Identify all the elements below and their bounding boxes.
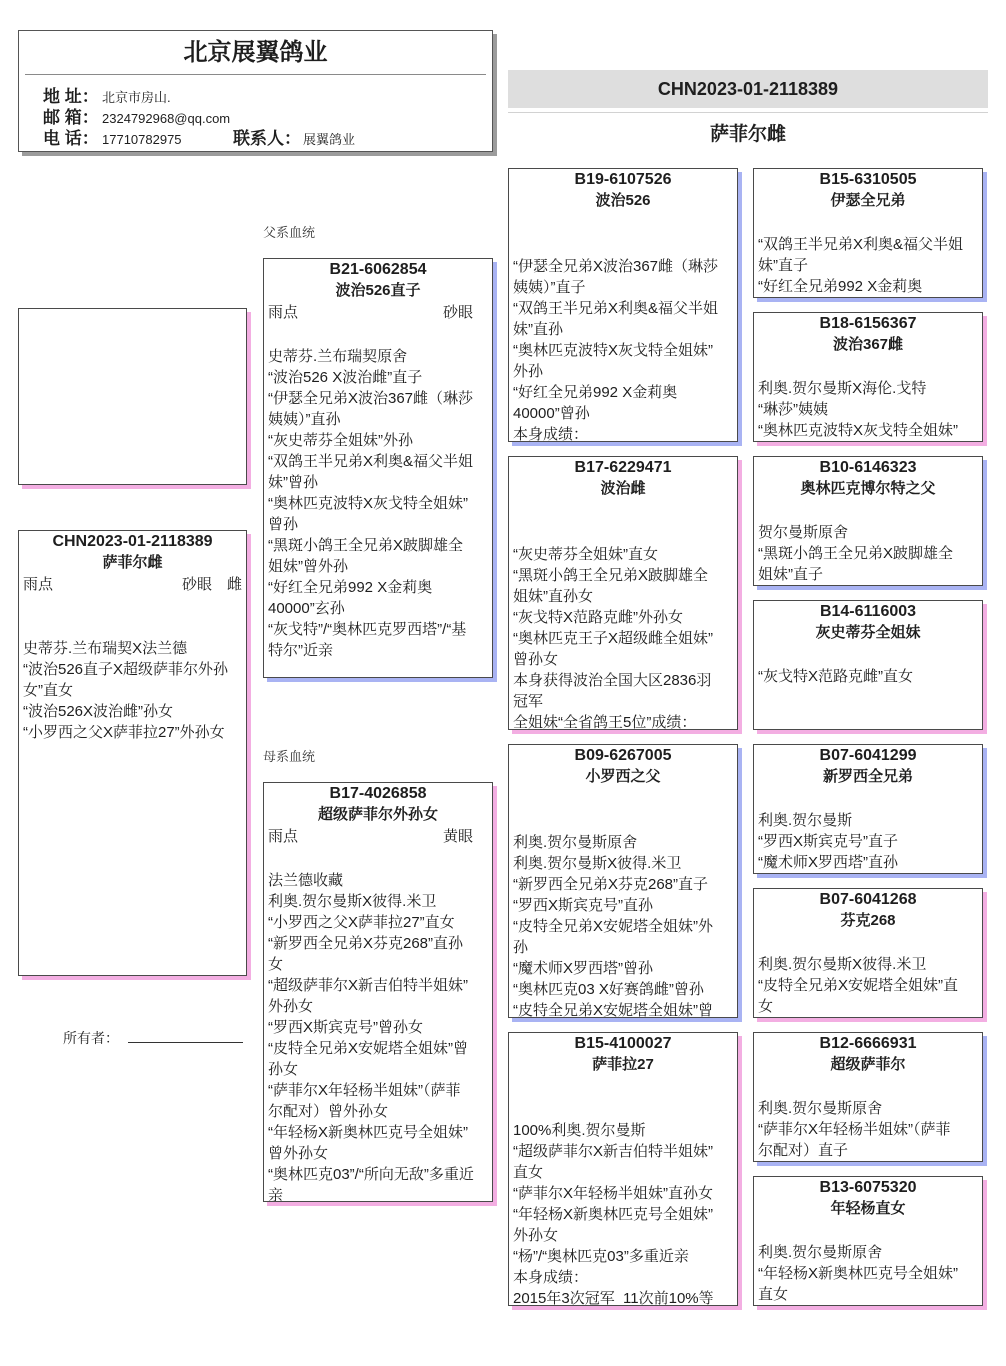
pedigree-line: “黑斑小鸽王全兄弟X跛脚雄全 xyxy=(758,545,954,562)
pedigree-line: 本身获得波治全国大区2836羽 xyxy=(513,672,712,689)
ring-number: B21-6062854 xyxy=(329,261,427,278)
maternal-section-label: 母系血统 xyxy=(263,749,316,764)
eye-type: 黄眼 xyxy=(442,828,473,845)
ring-number: B12-6666931 xyxy=(819,1035,917,1052)
pedigree-notes xyxy=(754,1098,982,1161)
pedigree-line: “新罗西全兄弟X芬克268”直子 xyxy=(513,876,709,893)
pedigree-line: 全姐妹“全省鸽王5位”成绩： xyxy=(513,714,697,730)
pedigree-notes xyxy=(754,522,982,585)
pedigree-line: “奥林匹克王子X超级雌全姐妹” xyxy=(513,630,713,647)
contact-label: 联系人： xyxy=(233,129,301,148)
card-paternal-grandsire-sire xyxy=(753,168,983,298)
pedigree-line: 女 xyxy=(758,998,774,1015)
owner-label: 所有者： xyxy=(63,1030,119,1046)
attributes-row xyxy=(264,826,492,848)
pedigree-line: “魔术师X罗西塔”曾孙 xyxy=(513,960,653,977)
pedigree-line: 妹”直子 xyxy=(758,257,808,274)
pigeon-name: 小罗西之父 xyxy=(585,768,661,785)
card-dam xyxy=(263,782,493,1202)
pedigree-line: “罗西X斯宾克号”直孙 xyxy=(513,897,653,914)
attributes-spacer xyxy=(298,302,443,324)
pedigree-line: 利奥.贺尔曼斯X海伦.戈特 xyxy=(758,380,927,397)
pigeon-name: 芬克268 xyxy=(840,912,896,929)
email-row xyxy=(43,107,230,129)
attributes-row xyxy=(19,574,246,596)
ring-number: B18-6156367 xyxy=(819,315,917,332)
pigeon-name: 波治367雌 xyxy=(832,336,904,353)
feather-color: 雨点 xyxy=(268,828,299,845)
ring-number: B14-6116003 xyxy=(819,603,917,620)
phone-value: 17710782975 xyxy=(102,132,182,147)
pedigree-notes xyxy=(509,832,737,1018)
pedigree-line: 姨姨）”直子 xyxy=(513,279,586,296)
ring-number: B19-6107526 xyxy=(574,171,672,188)
pigeon-name: 超级萨菲尔外孙女 xyxy=(317,806,438,823)
pedigree-line: “灰史蒂芬全姐妹”直女 xyxy=(513,546,658,563)
pedigree-line: “皮特全兄弟X安妮塔全姐妹”曾 xyxy=(268,1040,468,1057)
breeder-name: 北京展翼鸽业 xyxy=(183,39,328,66)
pedigree-line: 利奥.贺尔曼斯X彼得.米卫 xyxy=(513,855,682,872)
pedigree-line: 本身成绩： xyxy=(513,426,589,442)
pigeon-photo-placeholder xyxy=(18,308,247,485)
ring-number: B07-6041268 xyxy=(819,891,917,908)
pedigree-line: “奥林匹克03”/“所向无敌”多重近 xyxy=(268,1166,474,1183)
pedigree-line: “灰史蒂芬全姐妹”外孙 xyxy=(268,432,413,449)
pedigree-line: “萨菲尔X年轻杨半姐妹”直孙女 xyxy=(513,1185,713,1202)
pedigree-notes xyxy=(509,544,737,730)
pedigree-notes xyxy=(509,256,737,442)
email-label: 邮 箱： xyxy=(43,108,99,127)
card-paternal-granddam xyxy=(508,456,738,730)
pedigree-line: 曾孙 xyxy=(268,516,299,533)
pedigree-line: 利奥.贺尔曼斯原舍 xyxy=(758,1100,883,1117)
contact-value: 展翼鸽业 xyxy=(303,132,356,147)
card-maternal-grandsire-dam xyxy=(753,888,983,1018)
email-value: 2324792968@qq.com xyxy=(102,111,231,126)
pedigree-line: 外孙女 xyxy=(513,1227,559,1244)
pedigree-line: 利奥.贺尔曼斯 xyxy=(758,812,853,829)
pigeon-name: 新罗西全兄弟 xyxy=(822,768,913,785)
pedigree-line: 利奥.贺尔曼斯原舍 xyxy=(758,1244,883,1261)
pedigree-line: 女”直女 xyxy=(23,682,73,699)
pigeon-name: 超级萨菲尔 xyxy=(830,1056,906,1073)
pedigree-line: “魔术师X罗西塔”直孙 xyxy=(758,854,898,871)
card-maternal-granddam-sire xyxy=(753,1032,983,1162)
pedigree-line: 亲 xyxy=(268,1187,284,1202)
pedigree-line: 40000”曾孙 xyxy=(513,405,590,422)
pedigree-notes xyxy=(264,346,492,661)
pedigree-line: “双鸽王半兄弟X利奥&福父半姐 xyxy=(758,236,964,253)
eye-type: 砂眼 xyxy=(442,304,473,321)
ring-number: B17-6229471 xyxy=(574,459,672,476)
attributes-row xyxy=(264,302,492,324)
phone-label: 电 话： xyxy=(43,129,99,148)
pedigree-line: 外孙女 xyxy=(268,998,314,1015)
pedigree-line: “新罗西全兄弟X芬克268”直孙 xyxy=(268,935,464,952)
paternal-section-label: 父系血统 xyxy=(263,225,316,240)
card-sire xyxy=(263,258,493,678)
pedigree-line: “罗西X斯宾克号”直子 xyxy=(758,833,898,850)
sex: 雌 xyxy=(226,576,242,593)
pedigree-line: “双鸽王半兄弟X利奥&福父半姐 xyxy=(268,453,474,470)
header-divider xyxy=(25,74,486,75)
pedigree-notes xyxy=(509,1120,737,1306)
pedigree-notes xyxy=(754,666,982,687)
pedigree-line: 曾外孙女 xyxy=(268,1145,329,1162)
feather-color: 雨点 xyxy=(23,576,54,593)
ring-number: B07-6041299 xyxy=(819,747,917,764)
address-value: 北京市房山. xyxy=(102,90,171,105)
pedigree-line: “年轻杨X新奥林匹克号全姐妹” xyxy=(758,1265,958,1282)
pedigree-line: 姐妹”曾外孙 xyxy=(268,558,348,575)
pedigree-line: 2015年3次冠军 11次前10%等 xyxy=(513,1290,714,1306)
pedigree-line: “波治526直子X超级萨菲尔外孙 xyxy=(23,661,229,678)
ring-number: B15-6310505 xyxy=(819,171,917,188)
pedigree-line: “小罗西之父X萨菲拉27”直女 xyxy=(268,914,455,931)
pigeon-name: 波治雌 xyxy=(600,480,646,497)
pedigree-line: “奥林匹克波特X灰戈特全姐妹” xyxy=(513,342,713,359)
pedigree-line: 40000”玄孙 xyxy=(268,600,345,617)
pigeon-name: 伊瑟全兄弟 xyxy=(830,192,906,209)
pedigree-line: “伊瑟全兄弟X波治367雌（琳莎 xyxy=(268,390,474,407)
pigeon-name: 萨菲拉27 xyxy=(592,1056,654,1073)
pedigree-line: “好红全兄弟992 X金莉奥 xyxy=(268,579,433,596)
pedigree-line: “皮特全兄弟X安妮塔全姐妹”直 xyxy=(758,977,958,994)
pedigree-line: “灰戈特X范路克雌”外孙女 xyxy=(513,609,683,626)
pedigree-line: 冠军 xyxy=(513,693,544,710)
pedigree-line: “萨菲尔X年轻杨半姐妹”（萨菲 xyxy=(268,1082,461,1099)
eye-type: 砂眼 xyxy=(181,576,212,593)
pigeon-name: 萨菲尔雌 xyxy=(102,554,163,571)
banner-pigeon-name: 萨菲尔雌 xyxy=(709,124,786,145)
pedigree-line: “小罗西之父X萨菲拉27”外孙女 xyxy=(23,724,225,741)
pedigree-line: “双鸽王半兄弟X利奥&福父半姐 xyxy=(513,300,719,317)
pedigree-notes xyxy=(754,234,982,297)
pedigree-line: “好红全兄弟992 X金莉奥 xyxy=(513,384,678,401)
pigeon-name: 波治526 xyxy=(595,192,651,209)
pedigree-line: 利奥.贺尔曼斯X彼得.米卫 xyxy=(268,893,437,910)
pedigree-line: 直女 xyxy=(758,1286,789,1303)
pedigree-line: 姐妹”直孙女 xyxy=(513,588,593,605)
card-paternal-granddam-dam xyxy=(753,600,983,730)
pigeon-name: 波治526直子 xyxy=(335,282,421,299)
pedigree-notes xyxy=(754,954,982,1017)
attributes-spacer xyxy=(298,826,443,848)
ring-number: B15-4100027 xyxy=(574,1035,672,1052)
pedigree-line: 孙 xyxy=(513,939,529,956)
pedigree-line: 史蒂芬.兰布瑞契原舍 xyxy=(268,348,408,365)
pedigree-notes xyxy=(754,378,982,441)
ring-number: B13-6075320 xyxy=(819,1179,917,1196)
card-paternal-granddam-sire xyxy=(753,456,983,586)
pedigree-line: 史蒂芬.兰布瑞契X法兰德 xyxy=(23,640,188,657)
pigeon-name: 灰史蒂芬全姐妹 xyxy=(815,624,921,641)
ring-banner: CHN2023-01-2118389 xyxy=(508,70,988,108)
ring-number: CHN2023-01-2118389 xyxy=(52,533,213,550)
pedigree-line: “黑斑小鸽王全兄弟X跛脚雄全 xyxy=(513,567,709,584)
pedigree-line: 特尔”近亲 xyxy=(268,642,333,659)
pedigree-line: “杨”/“奥林匹克03”多重近亲 xyxy=(513,1248,689,1265)
pedigree-line: 贺尔曼斯原舍 xyxy=(758,524,849,541)
address-label: 地 址： xyxy=(43,87,99,106)
pedigree-line: 曾孙女 xyxy=(513,651,559,668)
pedigree-line: “波治526X波治雌”孙女 xyxy=(23,703,174,720)
ring-number: B10-6146323 xyxy=(819,459,917,476)
pedigree-line: “罗西X斯宾克号”曾孙女 xyxy=(268,1019,423,1036)
card-maternal-grandsire-sire xyxy=(753,744,983,874)
pedigree-line: 妹”直孙 xyxy=(513,321,563,338)
pedigree-line: 法兰德收藏 xyxy=(268,872,344,889)
card-paternal-grandsire xyxy=(508,168,738,442)
pedigree-line: “黑斑小鸽王全兄弟X跛脚雄全 xyxy=(268,537,464,554)
pedigree-line: 妹”曾孙 xyxy=(268,474,318,491)
pedigree-notes xyxy=(264,870,492,1202)
pigeon-name: 年轻杨直女 xyxy=(830,1200,906,1217)
pedigree-line: 女 xyxy=(268,956,284,973)
pedigree-line: 姐妹”直子 xyxy=(758,566,823,583)
pedigree-notes xyxy=(754,1242,982,1305)
pedigree-line: “皮特全兄弟X安妮塔全姐妹”曾 xyxy=(513,1002,713,1018)
pedigree-line: “奥林匹克03 X好赛鸽雌”曾孙 xyxy=(513,981,704,998)
pedigree-line: “奥林匹克波特X灰戈特全姐妹” xyxy=(268,495,468,512)
card-subject xyxy=(18,530,247,976)
card-maternal-granddam xyxy=(508,1032,738,1306)
pedigree-line: “年轻杨X新奥林匹克号全姐妹” xyxy=(268,1124,468,1141)
phone-row xyxy=(43,128,355,150)
pedigree-line: “年轻杨X新奥林匹克号全姐妹” xyxy=(513,1206,713,1223)
owner-signature-line xyxy=(128,1028,243,1043)
pedigree-line: “灰戈特”/“奥林匹克罗西塔”/“基 xyxy=(268,621,467,638)
card-maternal-grandsire xyxy=(508,744,738,1018)
pedigree-notes xyxy=(19,638,246,743)
card-paternal-grandsire-dam xyxy=(753,312,983,442)
pedigree-line: 利奥.贺尔曼斯原舍 xyxy=(513,834,638,851)
feather-color: 雨点 xyxy=(268,304,299,321)
pedigree-line: 尔配对）直子 xyxy=(758,1142,849,1159)
pedigree-line: 姨姨）”直孙 xyxy=(268,411,341,428)
pedigree-line: “皮特全兄弟X安妮塔全姐妹”外 xyxy=(513,918,713,935)
pedigree-line: “好红全兄弟992 X金莉奥 xyxy=(758,278,923,295)
ring-number: B17-4026858 xyxy=(329,785,427,802)
address-row xyxy=(43,86,171,108)
banner-divider xyxy=(508,112,988,113)
pedigree-line: 直女 xyxy=(513,1164,544,1181)
owner-field xyxy=(63,1028,243,1048)
pedigree-line: “波治526 X波治雌”直子 xyxy=(268,369,423,386)
pedigree-line: 100%利奥.贺尔曼斯 xyxy=(513,1122,646,1139)
pedigree-line: 孙女 xyxy=(268,1061,299,1078)
pedigree-line: 尔配对）曾外孙女 xyxy=(268,1103,389,1120)
pedigree-line: “灰戈特X范路克雌”直女 xyxy=(758,668,913,685)
pedigree-line: “琳莎”姨姨 xyxy=(758,401,828,418)
breeder-info-box xyxy=(18,30,493,152)
pedigree-line: 外孙 xyxy=(513,363,544,380)
pigeon-name: 奥林匹克博尔特之父 xyxy=(800,480,936,497)
ring-number: B09-6267005 xyxy=(574,747,672,764)
pedigree-line: “超级萨菲尔X新吉伯特半姐妹” xyxy=(268,977,468,994)
pedigree-notes xyxy=(754,810,982,873)
pedigree-line: “萨菲尔X年轻杨半姐妹”（萨菲 xyxy=(758,1121,951,1138)
pedigree-line: “伊瑟全兄弟X波治367雌（琳莎 xyxy=(513,258,719,275)
pedigree-line: “超级萨菲尔X新吉伯特半姐妹” xyxy=(513,1143,713,1160)
pedigree-line: “奥林匹克波特X灰戈特全姐妹” xyxy=(758,422,958,439)
attributes-spacer xyxy=(53,574,182,596)
pedigree-line: 利奥.贺尔曼斯X彼得.米卫 xyxy=(758,956,927,973)
pedigree-line: 本身成绩： xyxy=(513,1269,589,1286)
card-maternal-granddam-dam xyxy=(753,1176,983,1306)
